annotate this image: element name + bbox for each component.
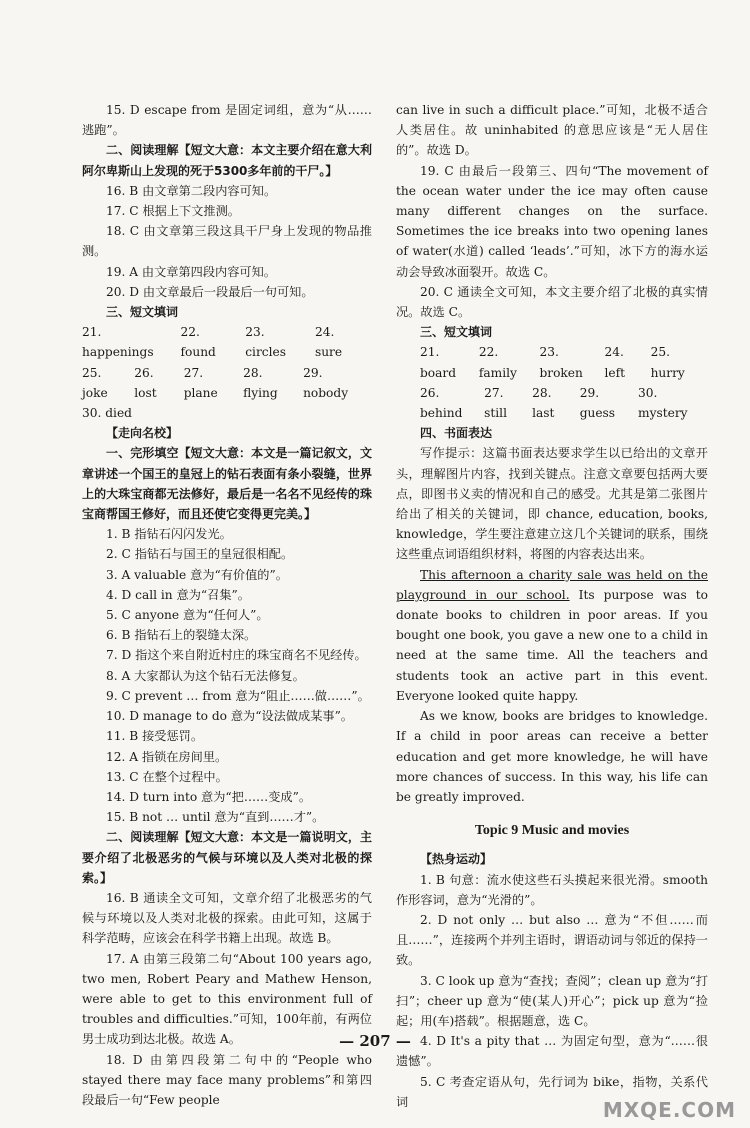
- fill-row: 26. behind 27. still 28. last 29. guess 30. mystery: [420, 385, 688, 421]
- fill-row: 25. joke 26. lost 27. plane 28. flying 29. nobody: [82, 365, 349, 400]
- list-item: 1. B 指钻石闪闪发光。: [106, 527, 232, 542]
- warmup-answer-5: 5. C 考查定语从句，先行词为 bike，指物，关系代词: [396, 1074, 708, 1109]
- warmup-answer-3: 3. C look up 意为“查找；查阅”；clean up 意为“打扫”；cheer up 意为“使(某人)开心”；pick up 意为“捡起；用(车)搭载”。根据题意，选 C。: [396, 973, 708, 1028]
- fill-row: 30. died: [82, 406, 132, 421]
- answer-16: 16. B 由文章第二段内容可知。: [106, 183, 277, 198]
- list-item: 2. C 指钻石与国王的皇冠很相配。: [106, 547, 294, 562]
- answer-20: 20. D 由文章最后一段最后一句可知。: [106, 284, 314, 299]
- topic-heading: Topic 9 Music and movies: [474, 823, 630, 839]
- answer-20b: 20. C 通读全文可知，本文主要介绍了北极的真实情况。故选 C。: [396, 284, 708, 320]
- list-item: 15. B not … until 意为“直到……才”。: [106, 810, 325, 825]
- list-item: 6. B 指钻石上的裂缝太深。: [106, 628, 257, 643]
- section-heading-fill: 三、短文填词: [106, 305, 179, 320]
- essay-opening-underlined: This afternoon a charity sale was held on the playground in our school.: [396, 567, 708, 602]
- fill-row: 21. board 22. family 23. broken 24. left 25. hurry: [420, 345, 685, 380]
- answer-15: 15. D escape from 是固定词组，意为“从……逃跑”。: [82, 103, 372, 138]
- warmup-answer-1: 1. B 句意：流水使这些石头摸起来很光滑。smooth 作形容词，意为“光滑的”。: [396, 872, 708, 907]
- list-item: 10. D manage to do 意为“设法做成某事”。: [106, 709, 353, 724]
- page-number: — 207 —: [339, 1032, 411, 1050]
- list-item: 3. A valuable 意为“有价值的”。: [106, 567, 288, 582]
- answer-17b: 17. A 由第三段第二句“About 100 years ago, two men, Robert Peary and Mathew Henson, were able to get to this environment full of troubles and difficulties.”可知，100年前，有两位男士成功到达北极。故选 A。: [82, 951, 372, 1047]
- section-heading-advanced: 【走向名校】: [106, 426, 179, 441]
- warmup-answer-4: 4. D It's a pity that … 为固定句型，意为“……很遗憾”。: [396, 1034, 708, 1069]
- list-item: 13. C 在整个过程中。: [106, 769, 228, 784]
- section-heading-fill-2: 三、短文填词: [420, 325, 493, 340]
- answer-19: 19. A 由文章第四段内容可知。: [106, 264, 276, 279]
- section-heading-writing: 四、书面表达: [420, 426, 493, 441]
- right-column: [396, 100, 708, 1112]
- answer-18b: 18. D 由第四段第二句中的“People who stayed there may face many problems”和第四段最后一句“Few people: [82, 1052, 372, 1107]
- answer-16b: 16. B 通读全文可知，文章介绍了北极恶劣的气候与环境以及人类对北极的探索。由此可知，这属于科学范畴，应该会在科学书籍上出现。故选 B。: [82, 890, 372, 946]
- writing-tip: 写作提示：这篇书面表达要求学生以已给出的文章开头，理解图片内容，找到关键点。注意文章要包括两大要点，即图书义卖的情况和自己的感受。尤其是第二张图片给出了相关的关键词，即 chance, education, books, knowledge，学生要注意建立这几个关键词的联系，围绕这些重点词语组织材料，将图的内容表达出来。: [396, 446, 708, 562]
- essay-paragraph-2: As we know, books are bridges to knowledge. If a child in poor areas can receive a better education and get more knowledge, he will have more chances of success. In this way, his life can be greatly improved.: [396, 709, 708, 804]
- watermark: MXQE.COM: [602, 1098, 736, 1122]
- section-heading-reading-2: 二、阅读理解【短文大意：本文是一篇说明文，主要介绍了北极恶劣的气候与环境以及人类对北极的探索。】: [82, 830, 372, 885]
- list-item: 8. A 大家都认为这个钻石无法修复。: [106, 668, 305, 683]
- essay-paragraph-1-rest: Its purpose was to donate books to children in poor areas. If you bought one book, you gave a new one to a child in need at the same time. All the teachers and students took an active part in this event. Everyone looked quite happy.: [396, 587, 709, 703]
- warmup-answer-2: 2. D not only … but also … 意为“不但……而且……”，连接两个并列主语时，谓语动词与邻近的保持一致。: [396, 912, 708, 968]
- answer-17: 17. C 根据上下文推测。: [106, 204, 240, 219]
- answer-18: 18. C 由文章第三段这具干尸身上发现的物品推测。: [82, 224, 372, 259]
- section-heading-warmup: 【热身运动】: [420, 852, 493, 867]
- list-item: 12. A 指锁在房间里。: [106, 749, 228, 764]
- answer-19b: 19. C 由最后一段第三、四句“The movement of the ocean water under the ice may often cause many different changes on the surface. Sometimes the ice breaks into two opening lanes of water(水道) called ‘leads’.”可知，冰下方的海水运动会导致冰面裂开。故选 C。: [396, 163, 708, 279]
- fill-row: 21. happenings 22. found 23. circles 24. sure: [82, 325, 343, 360]
- answer-18b-cont: can live in such a difficult place.”可知，北极不适合人类居住。故 uninhabited 的意思应该是“无人居住的”。故选 D。: [396, 103, 708, 158]
- list-item: 4. D call in 意为“召集”。: [106, 587, 250, 602]
- essay-paragraph-1: [396, 565, 708, 706]
- list-item: 5. C anyone 意为“任何人”。: [106, 608, 269, 623]
- section-heading-cloze: 一、完形填空【短文大意：本文是一篇记叙文，文章讲述一个国王的皇冠上的钻石表面有条小裂缝，世界上的大珠宝商都无法修好，最后是一名名不见经传的珠宝商帮国王修好，而且还使它变得更完美。】: [82, 446, 372, 522]
- left-column: [82, 100, 372, 1110]
- list-item: 9. C prevent … from 意为“阻止……做……”。: [106, 688, 370, 703]
- section-heading-reading: 二、阅读理解【短文大意：本文主要介绍在意大利阿尔卑斯山上发现的死于5300多年前的干尸。】: [82, 143, 372, 178]
- list-item: 14. D turn into 意为“把……变成”。: [106, 789, 312, 804]
- list-item: 11. B 接受惩罚。: [106, 729, 204, 744]
- list-item: 7. D 指这个来自附近村庄的珠宝商名不见经传。: [106, 648, 367, 663]
